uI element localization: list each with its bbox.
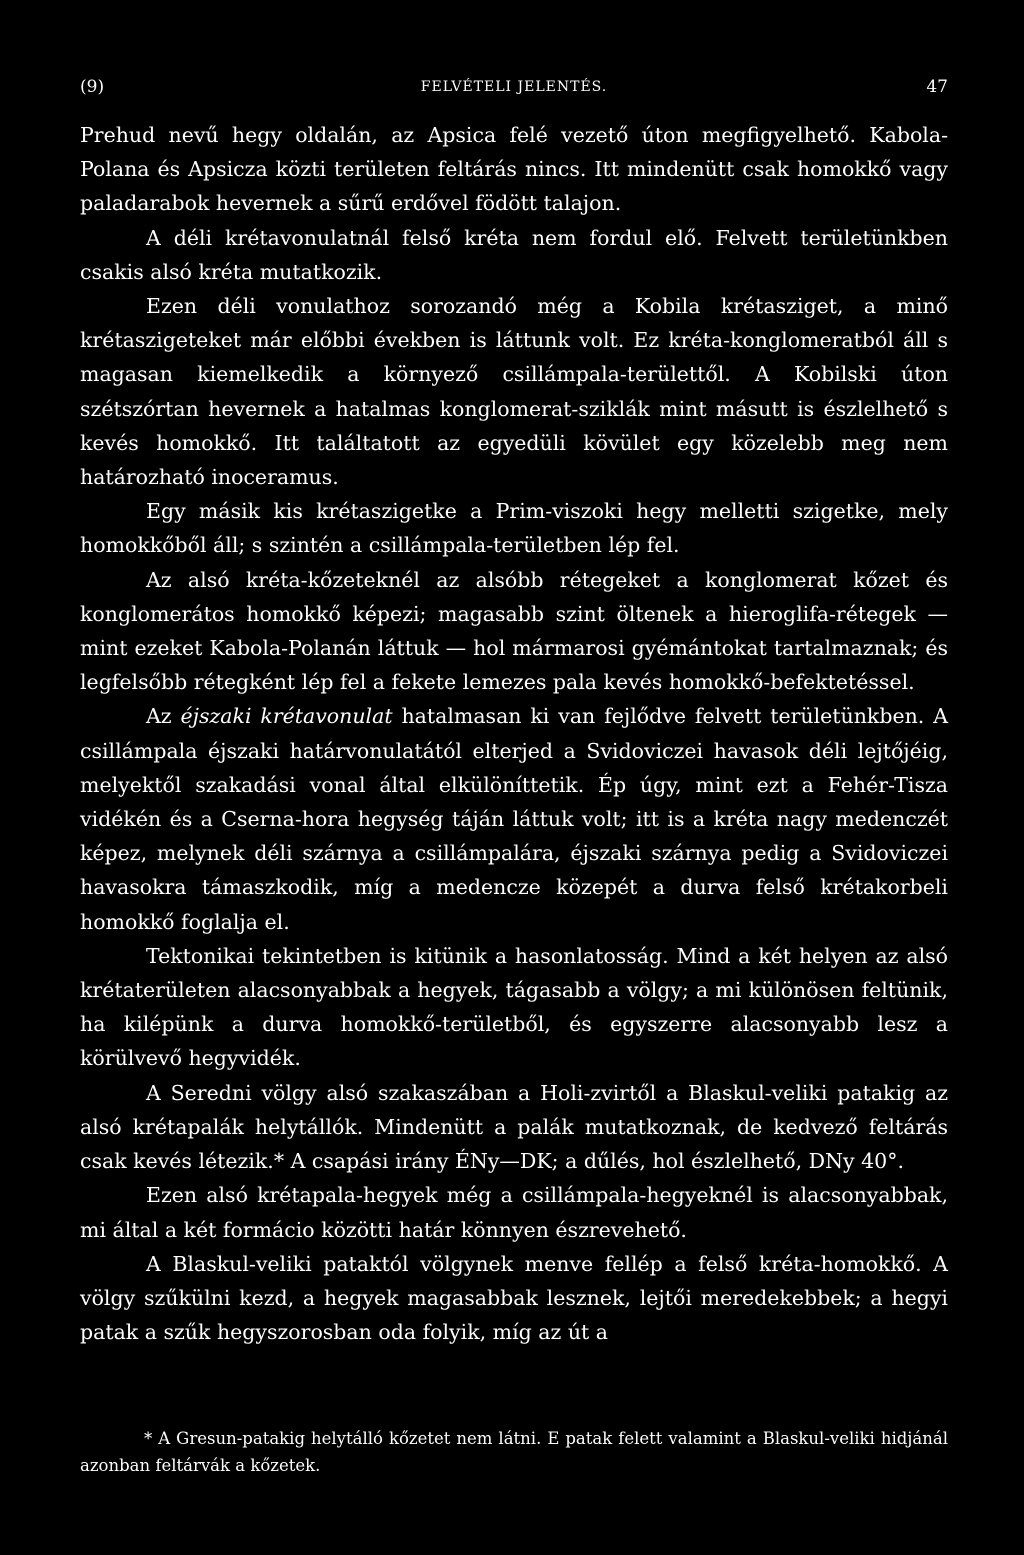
paragraph [80, 289, 948, 494]
footnote-text: * A Gresun-patakig helytálló kőzetet nem látni. E patak felett valamint a Blaskul-veliki hidjánál azonban feltárvák a kőzetek. [80, 1429, 948, 1475]
paragraph-text: A Seredni völgy alsó szakaszában a Holi-zvirtől a Blaskul-veliki patakig az alsó krétapalák helytállók. Mindenütt a palák mutatkoznak, de kedvező feltárás csak kevés létezik.* A csapási irány ÉNy—DK; a dűlés, hol észlelhető, DNy 40°. [80, 1080, 948, 1174]
paragraph-text: A déli krétavonulatnál felső kréta nem fordul elő. Felvett területünkben csakis alsó kréta mutatkozik. [80, 225, 948, 284]
paragraph-text: Tektonikai tekintetben is kitünik a hasonlatosság. Mind a két helyen az alsó krétaterületen alacsonyabbak a hegyek, tágasabb a völgy; a mi különösen feltünik, ha kilépünk a durva homokkő-területből, és egyszerre alacsonyabb lesz a körülvevő hegyvidék. [80, 943, 948, 1071]
page-number: 47 [926, 77, 948, 97]
paragraph-text: hatalmasan ki van fejlődve felvett területünkben. A csillámpala éjszaki határvonulatától elterjed a Svidoviczei havasok déli lejtőjéig, melyektől szakadási vonal által elkülöníttetik. Ép úgy, mint ezt a Fehér-Tisza vidékén és a Cserna-hora hegység táján láttuk volt; itt is a kréta nagy medenczét képez, melynek déli szárnya a csillámpalára, éjszaki szárnya pedig a Svidoviczei havasokra támaszkodik, míg a medencze közepét a durva felső krétakorbeli homokkő foglalja el. [80, 704, 949, 934]
paragraph-text: Ezen alsó krétapala-hegyek még a csillámpala-hegyeknél is alacsonyabbak, mi által a két formácio közötti határ könnyen észrevehető. [80, 1183, 948, 1242]
emphasized-text: éjszaki krétavonulat [180, 704, 393, 729]
paragraph-text: Ezen déli vonulathoz sorozandó még a Kobila krétasziget, a minő krétaszigeteket már előbbi években is láttunk volt. Ez kréta-konglomeratból áll s magasan kiemelkedik a környező csillámpala-területtől. A Kobilski úton szétszórtan hevernek a hatalmas konglomerat-sziklák mint másutt is észlelhető s kevés homokkő. Itt találtatott az egyedüli kövület egy közelebb meg nem határozható inoceramus. [80, 294, 948, 490]
paragraph-text: Az [146, 704, 181, 729]
paragraph [80, 494, 948, 562]
paragraph [80, 563, 948, 700]
paragraph-text: Az alsó kréta-kőzeteknél az alsóbb rétegeket a konglomerat kőzet és konglomerátos homokkő képezi; magasabb szint öltenek a hieroglifa-rétegek — mint ezeket Kabola-Polanán láttuk — hol mármarosi gyémántokat tartalmaznak; és legfelsőbb rétegként lép fel a fekete lemezes pala kevés homokkő-befektetéssel. [80, 567, 948, 695]
paragraph [80, 221, 948, 289]
page-header [80, 72, 948, 102]
paragraph [80, 118, 948, 221]
paragraph [80, 1076, 948, 1179]
paragraph-text: Egy másik kis krétaszigetke a Prim-viszoki hegy melletti szigetke, mely homokkőből áll; s szintén a csillámpala-területben lép fel. [80, 499, 948, 558]
paragraph [80, 1247, 948, 1350]
paragraph-text: Prehud nevű hegy oldalán, az Apsica felé vezető úton megfigyelhető. Kabola-Polana és Apsicza közti területen feltárás nincs. Itt mindenütt csak homokkő vagy paladarabok hevernek a sűrű erdővel födött talajon. [80, 123, 948, 216]
paragraph [80, 1178, 948, 1246]
paragraph [80, 939, 948, 1076]
body-text [80, 118, 948, 1349]
paragraph [80, 699, 948, 938]
footnote [80, 1425, 948, 1479]
paragraph-text: A Blaskul-veliki pataktól völgynek menve fellép a felső kréta-homokkő. A völgy szűkülni kezd, a hegyek magasabbak lesznek, lejtői meredekebbek; a hegyi patak a szűk hegyszorosban oda folyik, míg az út a [80, 1251, 948, 1345]
page-label: (9) [80, 77, 105, 97]
running-title: FELVÉTELI JELENTÉS. [420, 79, 608, 95]
